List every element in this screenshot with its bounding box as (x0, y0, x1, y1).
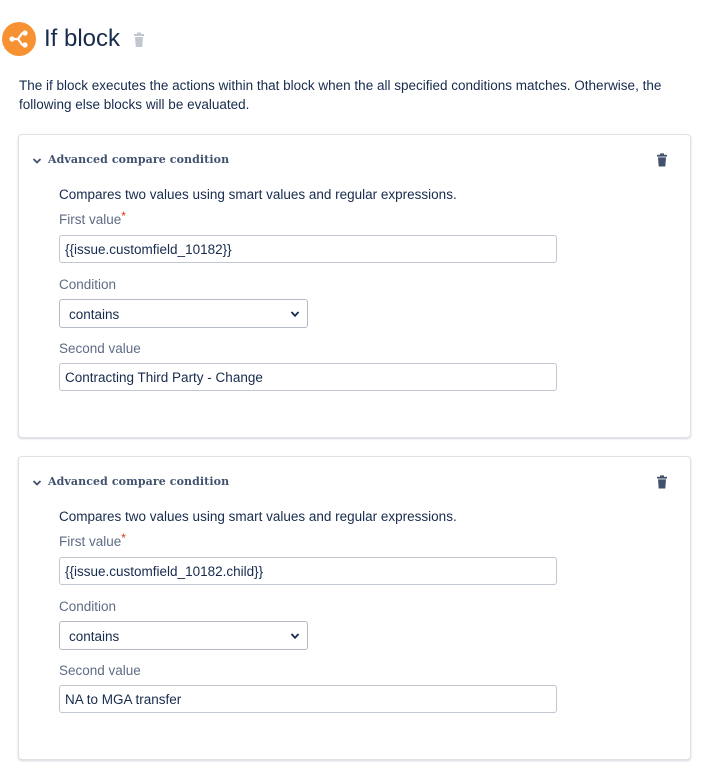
condition-select-value: contains (69, 307, 120, 322)
chevron-down-icon (290, 310, 300, 318)
second-value-input[interactable] (59, 685, 557, 713)
condition-help-text: Compares two values using smart values and regular expressions. (59, 509, 457, 524)
second-value-label: Second value (59, 341, 141, 356)
required-marker: * (121, 531, 126, 545)
first-value-label (59, 209, 126, 227)
required-marker: * (121, 209, 126, 223)
condition-card-header[interactable] (19, 151, 690, 171)
second-value-input[interactable] (59, 363, 557, 391)
condition-select-value: contains (69, 629, 120, 644)
condition-select[interactable] (59, 299, 308, 328)
condition-select[interactable] (59, 621, 308, 650)
block-description: The if block executes the actions within that block when the all specified conditions matches. Otherwise, the following else blocks will be evaluated. (19, 78, 662, 112)
condition-card (18, 456, 691, 760)
condition-help-text: Compares two values using smart values and regular expressions. (59, 187, 457, 202)
condition-card (18, 134, 691, 438)
first-value-label-text: First value (59, 212, 122, 227)
first-value-label-text: First value (59, 534, 122, 549)
condition-label: Condition (59, 277, 117, 292)
condition-title[interactable]: Advanced compare condition (48, 153, 230, 166)
page-title: If block (44, 25, 121, 52)
first-value-text: {{issue.customfield_10182.child}} (65, 564, 264, 579)
first-value-input[interactable] (59, 235, 557, 263)
chevron-down-icon[interactable] (32, 479, 42, 487)
first-value-text: {{issue.customfield_10182}} (65, 242, 232, 257)
condition-card-header[interactable] (19, 473, 690, 493)
branch-icon (2, 22, 36, 56)
chevron-down-icon[interactable] (32, 157, 42, 165)
condition-title[interactable]: Advanced compare condition (48, 475, 230, 488)
second-value-text: Contracting Third Party - Change (65, 370, 263, 385)
first-value-input[interactable] (59, 557, 557, 585)
if-block-header (0, 20, 704, 60)
second-value-label: Second value (59, 663, 141, 678)
condition-label: Condition (59, 599, 117, 614)
second-value-text: NA to MGA transfer (65, 692, 182, 707)
chevron-down-icon (290, 632, 300, 640)
first-value-label (59, 531, 126, 549)
trash-icon[interactable] (656, 153, 668, 167)
trash-icon[interactable] (133, 32, 145, 48)
trash-icon[interactable] (656, 475, 668, 489)
